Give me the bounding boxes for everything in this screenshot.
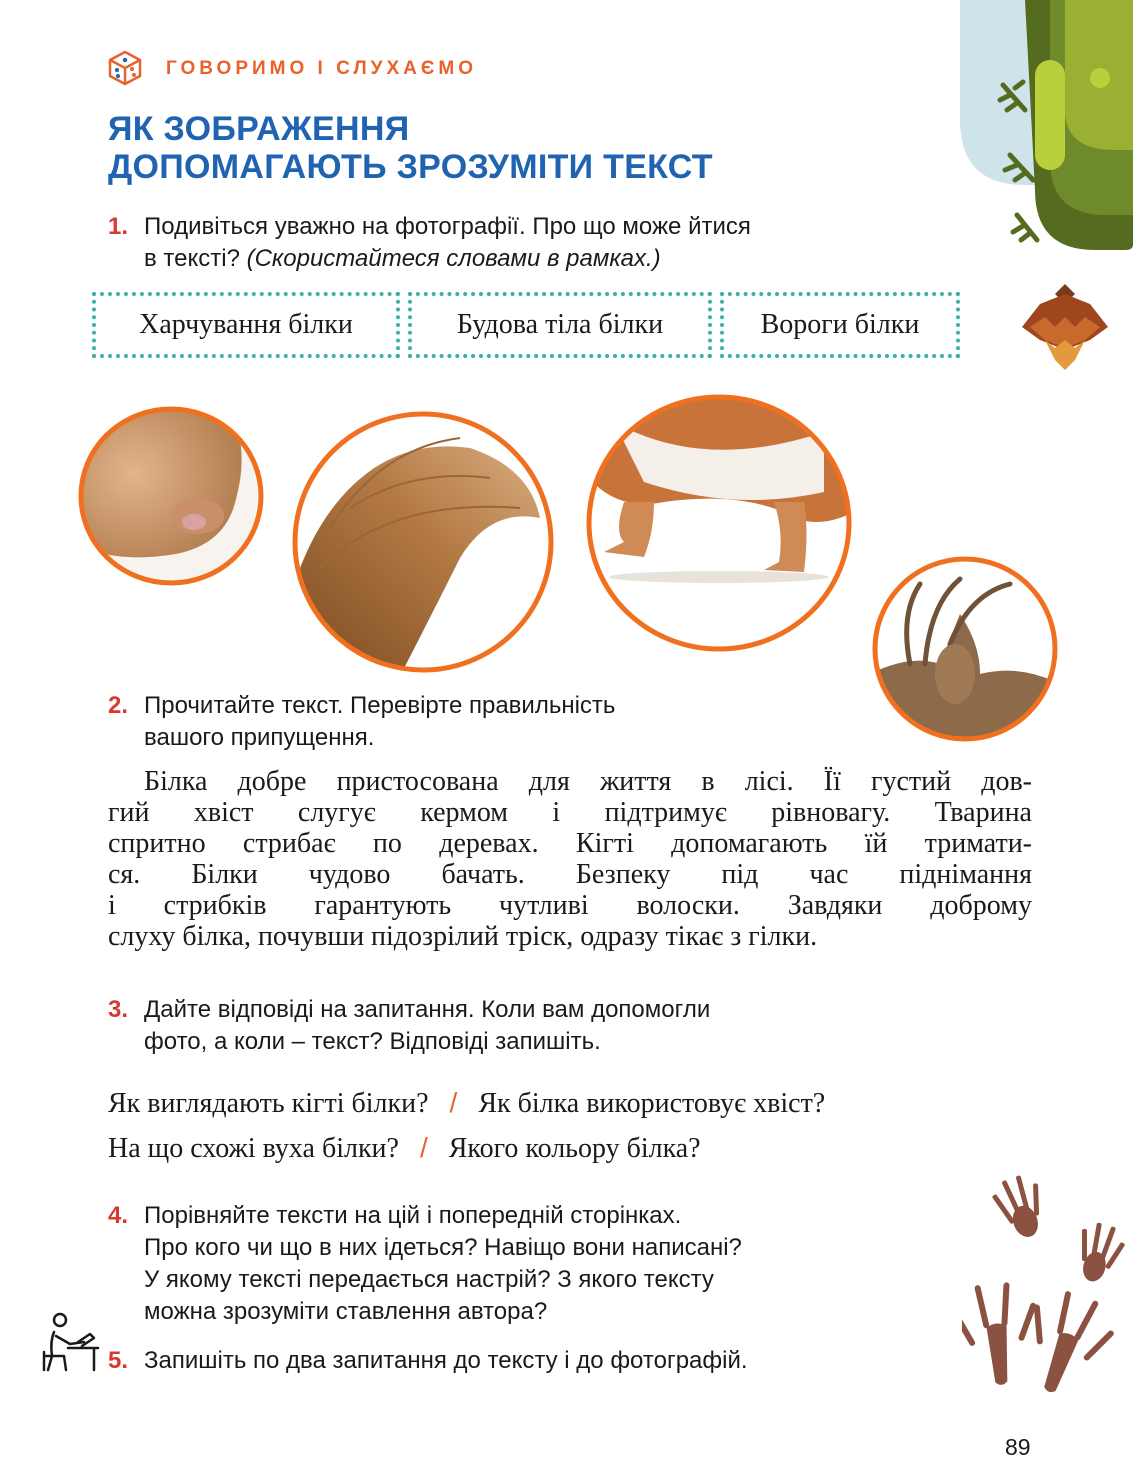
main-text-line: і стрибків гарантують чутливі волоски. Завдяки доброму <box>108 890 1032 921</box>
question: На що схожі вуха білки? <box>108 1133 399 1164</box>
task-text-line: Прочитайте текст. Перевірте правильність <box>144 692 616 719</box>
task-text-line: фото, а коли – текст? Відповіді запишіть. <box>144 1028 601 1055</box>
task-number: 5. <box>108 1347 129 1374</box>
question: Як білка використовує хвіст? <box>478 1088 826 1119</box>
task-3 <box>108 994 908 1058</box>
student-writing-icon <box>40 1312 102 1374</box>
task-text-line: Дайте відповіді на запитання. Коли вам допомогли <box>144 996 711 1023</box>
pine-cone-decoration <box>1020 282 1110 372</box>
task-4 <box>108 1200 928 1328</box>
photo-squirrel-ears <box>870 554 1060 744</box>
task-text-italic: (Скористайтеся словами в рамках.) <box>246 245 661 272</box>
dice-icon <box>107 50 143 86</box>
questions-row-2 <box>108 1132 701 1165</box>
photo-squirrel-tail <box>290 408 556 676</box>
questions-row-1 <box>108 1087 825 1120</box>
main-text <box>108 766 1032 952</box>
page-title-line-2: ДОПОМАГАЮТЬ ЗРОЗУМІТИ ТЕКСТ <box>108 148 713 186</box>
question: Якого кольору білка? <box>448 1133 701 1164</box>
word-box-body-structure: Будова тіла білки <box>408 292 712 358</box>
question-separator: / <box>419 1132 428 1163</box>
student-writing-marker <box>40 1312 102 1374</box>
word-box-enemies: Вороги білки <box>720 292 960 358</box>
task-text-line: Порівняйте тексти на цій і попередній сторінках. <box>144 1202 682 1229</box>
main-text-line: ся. Білки чудово бачать. Безпеку під час піднімання <box>108 859 1032 890</box>
photo-squirrel-nose <box>76 404 266 588</box>
page-title <box>108 110 713 186</box>
word-box-feeding: Харчування білки <box>92 292 400 358</box>
task-text-plain: в тексті? <box>144 245 247 272</box>
photo-squirrel-paws <box>584 392 854 654</box>
pine-cone-icon <box>1020 282 1110 372</box>
main-text-line: спритно стрибає по деревах. Кігті допомагають їй тримати- <box>108 828 1032 859</box>
task-text-line: можна зрозуміти ставлення автора? <box>144 1298 548 1325</box>
tree-decoration <box>955 0 1133 260</box>
page-number: 89 <box>1005 1434 1031 1460</box>
section-label: ГОВОРИМО І СЛУХАЄМО <box>166 58 478 79</box>
section-icon <box>107 50 143 86</box>
tree-icon <box>955 0 1133 260</box>
page-title-line-1: ЯК ЗОБРАЖЕННЯ <box>108 110 410 148</box>
task-number: 3. <box>108 996 129 1023</box>
task-number: 1. <box>108 213 129 240</box>
squirrel-paw-prints-icon <box>962 1172 1127 1402</box>
main-text-line: гий хвіст слугує кермом і підтримує рівновагу. Тварина <box>108 797 1032 828</box>
task-number: 2. <box>108 692 129 719</box>
paw-prints-decoration <box>962 1172 1127 1402</box>
task-5 <box>108 1345 928 1377</box>
main-text-line: Білка добре пристосована для життя в лісі. Її густий дов- <box>144 766 1032 797</box>
task-text-line: Подивіться уважно на фотографії. Про що може йтися <box>144 213 751 240</box>
task-text-line <box>108 243 908 275</box>
task-text-line: У якому тексті передається настрій? З якого тексту <box>144 1266 714 1293</box>
question-separator: / <box>449 1087 458 1118</box>
task-text-line: вашого припущення. <box>144 724 375 751</box>
task-1 <box>108 211 908 275</box>
task-2 <box>108 690 808 754</box>
task-text-line: Запишіть по два запитання до тексту і до фотографій. <box>144 1347 748 1374</box>
main-text-line: слуху білка, почувши підозрілий тріск, одразу тікає з гілки. <box>108 921 818 952</box>
question: Як виглядають кігті білки? <box>108 1088 429 1119</box>
task-text-line: Про кого чи що в них ідеться? Навіщо вони написані? <box>144 1234 742 1261</box>
task-number: 4. <box>108 1202 129 1229</box>
